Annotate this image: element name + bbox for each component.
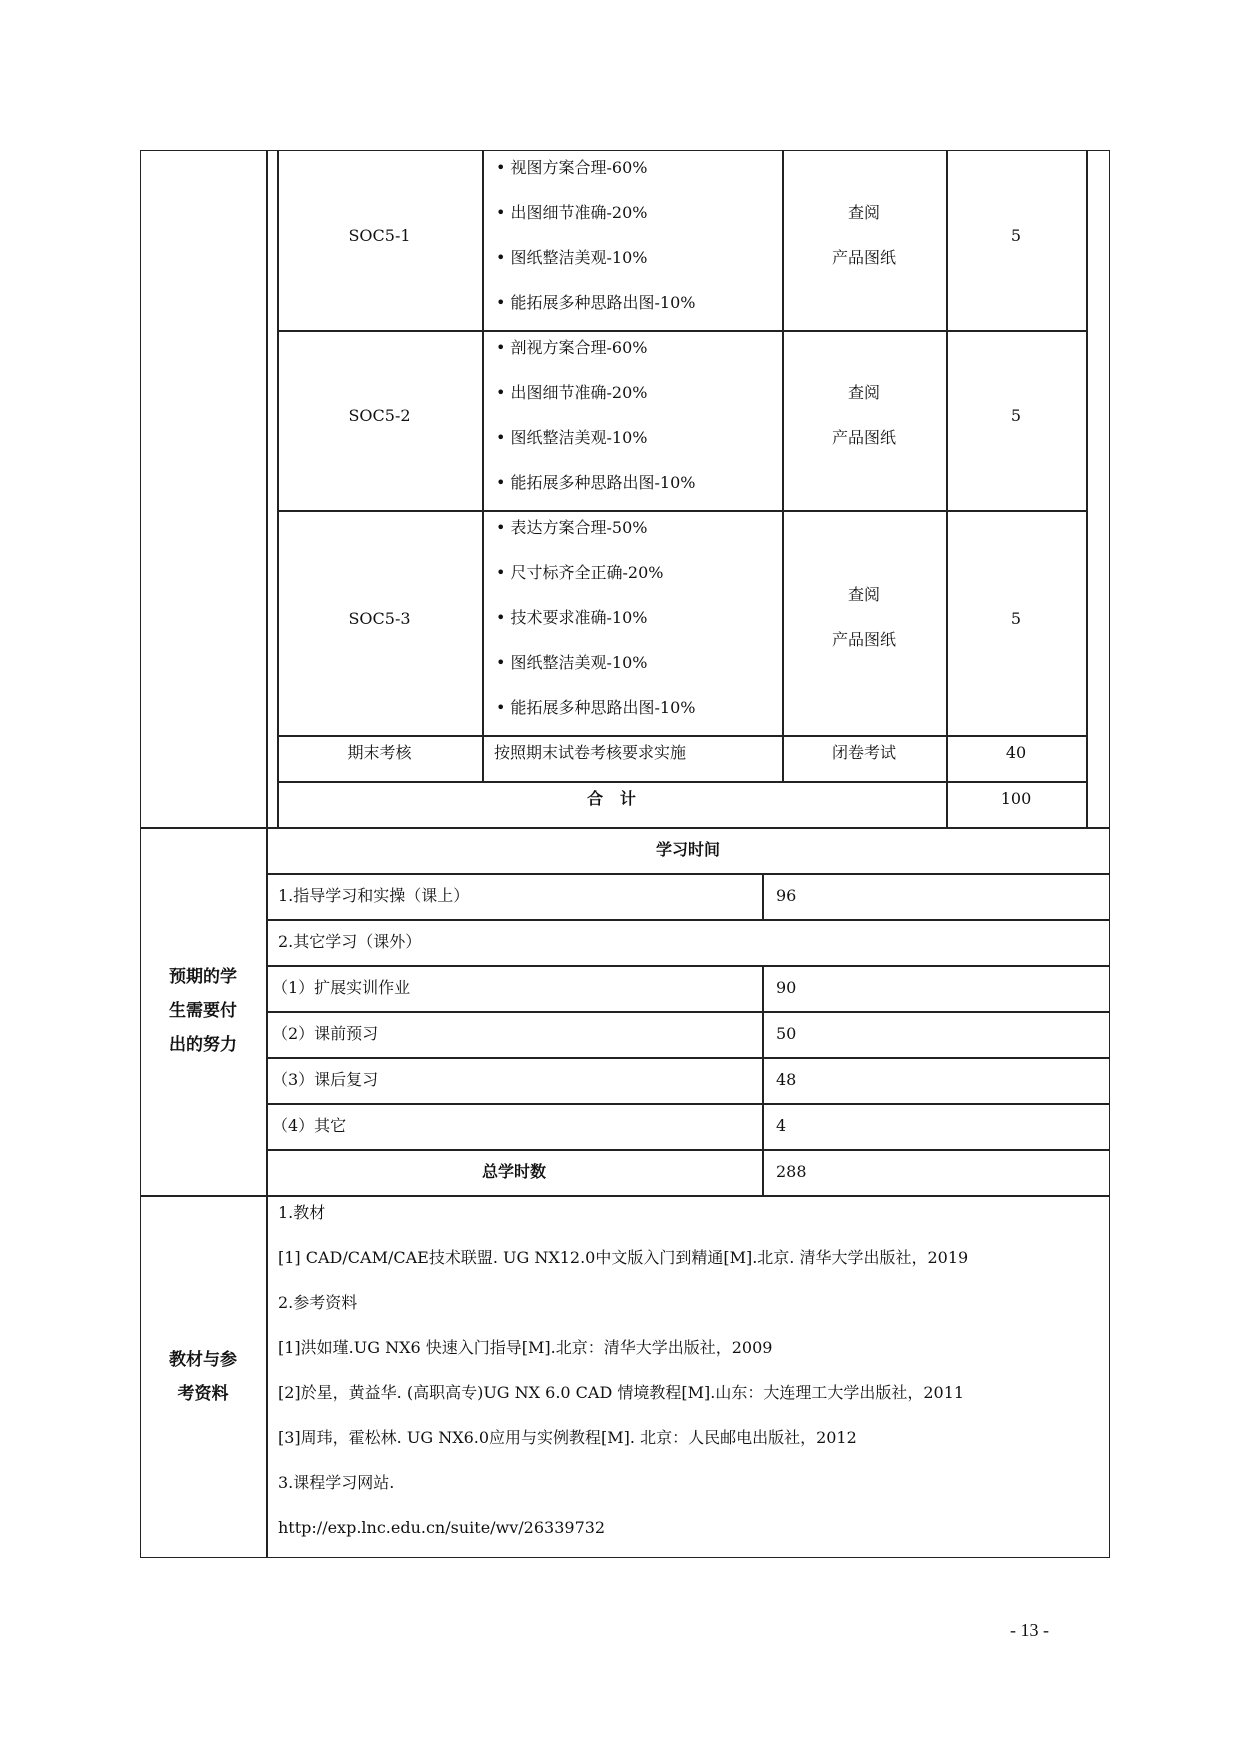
study-row-value: 48	[776, 1070, 797, 1089]
assessment-score: 5	[1010, 406, 1022, 425]
section-divider	[140, 827, 1110, 829]
assessment-total-value: 100	[1000, 789, 1032, 808]
section-divider	[140, 1195, 1110, 1197]
final-exam-score: 40	[1005, 743, 1027, 762]
assessment-code: SOC5-1	[348, 226, 411, 245]
study-row-label: （4）其它	[272, 1116, 347, 1135]
assessment-score: 5	[1010, 226, 1022, 245]
materials-line: 3.课程学习网站.	[278, 1473, 395, 1492]
row-divider	[266, 919, 1110, 921]
effort-col-divider	[762, 873, 764, 919]
row-divider	[266, 873, 1110, 875]
criteria-item: • 图纸整洁美观-10%	[496, 653, 648, 672]
inner-table-left-border	[277, 150, 279, 827]
criteria-item: • 剖视方案合理-60%	[496, 338, 648, 357]
assessment-col-divider-3	[946, 150, 948, 827]
criteria-item: • 出图细节准确-20%	[496, 203, 648, 222]
total-hours-label: 总学时数	[481, 1162, 546, 1181]
side-label-line: 出的努力	[169, 1035, 237, 1055]
materials-line: 1.教材	[278, 1203, 326, 1222]
row-divider	[277, 510, 1086, 512]
row-divider	[266, 1057, 1110, 1059]
assessment-method: 查阅	[847, 383, 880, 402]
inner-table-right-border	[1086, 150, 1088, 827]
assessment-method: 查阅	[847, 203, 880, 222]
criteria-item: • 图纸整洁美观-10%	[496, 428, 648, 447]
criteria-item: • 图纸整洁美观-10%	[496, 248, 648, 267]
assessment-total-label: 合 计	[587, 789, 636, 808]
criteria-item: • 能拓展多种思路出图-10%	[496, 293, 696, 312]
total-hours-value: 288	[776, 1162, 807, 1181]
row-divider	[277, 781, 1086, 783]
materials-section-label	[140, 1343, 266, 1411]
materials-line: [1]洪如瑾.UG NX6 快速入门指导[M].北京：清华大学出版社，2009	[278, 1338, 773, 1357]
effort-section-label	[140, 960, 266, 1062]
materials-line: [1] CAD/CAM/CAE技术联盟. UG NX12.0中文版入门到精通[M].北京. 清华大学出版社，2019	[278, 1248, 969, 1267]
study-row-label: （3）课后复习	[272, 1070, 379, 1089]
assessment-code: SOC5-2	[348, 406, 411, 425]
criteria-item: • 能拓展多种思路出图-10%	[496, 698, 696, 717]
page-number: - 13 -	[1010, 1620, 1049, 1640]
study-row-label: 2.其它学习（课外）	[278, 932, 422, 951]
assessment-method: 产品图纸	[831, 248, 896, 267]
side-label-line: 教材与参	[169, 1350, 237, 1370]
study-row-label: （2）课前预习	[272, 1024, 379, 1043]
study-row-value: 4	[776, 1116, 787, 1135]
study-row-value: 90	[776, 978, 797, 997]
assessment-method: 查阅	[847, 585, 880, 604]
criteria-item: • 能拓展多种思路出图-10%	[496, 473, 696, 492]
criteria-item: • 尺寸标齐全正确-20%	[496, 563, 664, 582]
row-divider	[277, 330, 1086, 332]
materials-line: [2]於星，黄益华. (高职高专)UG NX 6.0 CAD 情境教程[M].山东：大连理工大学出版社，2011	[278, 1383, 965, 1402]
assessment-method: 产品图纸	[831, 630, 896, 649]
side-label-line: 生需要付	[169, 1001, 237, 1021]
study-row-label: （1）扩展实训作业	[272, 978, 411, 997]
assessment-col-divider-2	[782, 150, 784, 781]
criteria-item: • 表达方案合理-50%	[496, 518, 648, 537]
materials-line: 2.参考资料	[278, 1293, 358, 1312]
assessment-method: 产品图纸	[831, 428, 896, 447]
course-website-link[interactable]: http://exp.lnc.edu.cn/suite/wv/26339732	[278, 1518, 606, 1537]
final-exam-name: 期末考核	[347, 743, 412, 762]
side-label-line: 考资料	[177, 1384, 229, 1404]
row-divider	[266, 965, 1110, 967]
row-divider	[266, 1149, 1110, 1151]
criteria-item: • 技术要求准确-10%	[496, 608, 648, 627]
final-exam-method: 闭卷考试	[831, 743, 896, 762]
materials-line: [3]周玮，霍松林. UG NX6.0应用与实例教程[M]. 北京：人民邮电出版社，2012	[278, 1428, 857, 1447]
effort-col-divider	[762, 965, 764, 1195]
final-exam-criteria: 按照期末试卷考核要求实施	[494, 743, 687, 762]
criteria-item: • 出图细节准确-20%	[496, 383, 648, 402]
row-divider	[277, 735, 1086, 737]
assessment-col-divider-1	[482, 150, 484, 781]
criteria-item: • 视图方案合理-60%	[496, 158, 648, 177]
row-divider	[266, 1011, 1110, 1013]
assessment-score: 5	[1010, 609, 1022, 628]
study-row-label: 1.指导学习和实操（课上）	[278, 886, 470, 905]
assessment-code: SOC5-3	[348, 609, 411, 628]
study-row-value: 96	[776, 886, 797, 905]
study-time-header: 学习时间	[655, 840, 720, 859]
study-row-value: 50	[776, 1024, 797, 1043]
row-divider	[266, 1103, 1110, 1105]
side-label-line: 预期的学	[169, 967, 237, 987]
